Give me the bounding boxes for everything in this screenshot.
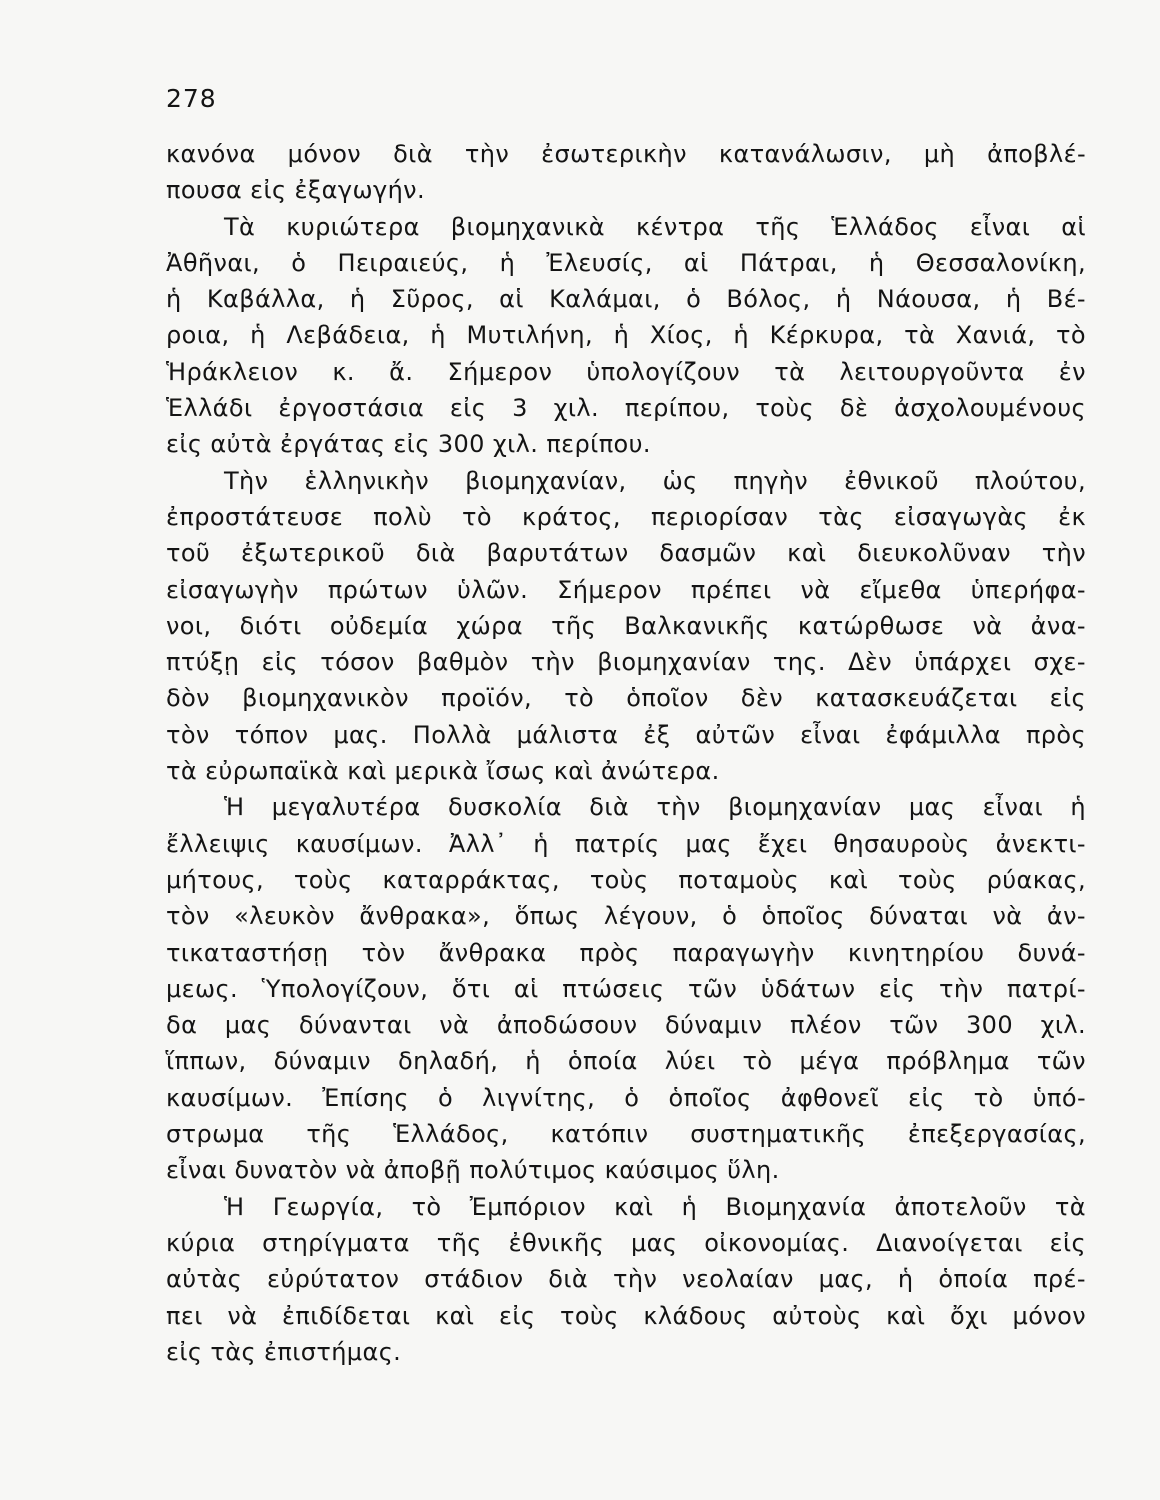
paragraph-start-line: Ἡ μεγαλυτέρα δυσκολία διὰ τὴν βιομηχανίαν μας εἶναι ἡ: [224, 793, 1086, 822]
text-line: τοῦ ἐξωτερικοῦ διὰ βαρυτάτων δασμῶν καὶ διευκολῦναν τὴν: [166, 539, 1086, 568]
text-line: Ἀθῆναι, ὁ Πειραιεύς, ἡ Ἐλευσίς, αἱ Πάτραι, ἡ Θεσσαλονίκη,: [166, 248, 1086, 277]
text-line: εἰσαγωγὴν πρώτων ὑλῶν. Σήμερον πρέπει νὰ εἴμεθα ὑπερήφα-: [166, 575, 1086, 604]
text-line: ροια, ἡ Λεβάδεια, ἡ Μυτιλήνη, ἡ Χίος, ἡ Κέρκυρα, τὰ Χανιά, τὸ: [166, 321, 1086, 350]
body-text: [166, 136, 1086, 1370]
text-line: μήτους, τοὺς καταρράκτας, τοὺς ποταμοὺς καὶ τοὺς ρύακας,: [166, 865, 1086, 894]
text-line: πτύξῃ εἰς τόσον βαθμὸν τὴν βιομηχανίαν της. Δὲν ὑπάρχει σχε-: [166, 648, 1086, 677]
text-line: Ἑλλάδι ἐργοστάσια εἰς 3 χιλ. περίπου, τοὺς δὲ ἀσχολουμένους: [166, 394, 1086, 423]
page-number: 278: [166, 84, 217, 113]
text-line: μεως. Ὑπολογίζουν, ὅτι αἱ πτώσεις τῶν ὑδάτων εἰς τὴν πατρί-: [166, 974, 1086, 1003]
text-line: Ἡράκλειον κ. ἄ. Σήμερον ὑπολογίζουν τὰ λειτουργοῦντα ἐν: [166, 357, 1086, 386]
text-line: πει νὰ ἐπιδίδεται καὶ εἰς τοὺς κλάδους αὐτοὺς καὶ ὄχι μόνον: [166, 1301, 1086, 1330]
text-line: εἰς αὐτὰ ἐργάτας εἰς 300 χιλ. περίπου.: [166, 430, 651, 459]
text-line: ἵππων, δύναμιν δηλαδή, ἡ ὁποία λύει τὸ μέγα πρόβλημα τῶν: [166, 1047, 1086, 1076]
text-line: εἰς τὰς ἐπιστήμας.: [166, 1337, 402, 1366]
text-line: τικαταστήσῃ τὸν ἄνθρακα πρὸς παραγωγὴν κινητηρίου δυνά-: [166, 938, 1086, 967]
text-line: ἐπροστάτευσε πολὺ τὸ κράτος, περιορίσαν τὰς εἰσαγωγὰς ἐκ: [166, 502, 1086, 531]
text-line: δα μας δύνανται νὰ ἀποδώσουν δύναμιν πλέον τῶν 300 χιλ.: [166, 1011, 1086, 1040]
text-line: εἶναι δυνατὸν νὰ ἀποβῇ πολύτιμος καύσιμος ὕλη.: [166, 1156, 780, 1185]
text-line: κύρια στηρίγματα τῆς ἐθνικῆς μας οἰκονομίας. Διανοίγεται εἰς: [166, 1228, 1086, 1257]
text-line: νοι, διότι οὐδεμία χώρα τῆς Βαλκανικῆς κατώρθωσε νὰ ἀνα-: [166, 611, 1086, 640]
text-line: τὰ εὐρωπαϊκὰ καὶ μερικὰ ἴσως καὶ ἀνώτερα.: [166, 757, 720, 786]
text-line: κανόνα μόνον διὰ τὴν ἐσωτερικὴν κατανάλωσιν, μὴ ἀποβλέ-: [166, 140, 1086, 168]
text-line: ἡ Καβάλλα, ἡ Σῦρος, αἱ Καλάμαι, ὁ Βόλος, ἡ Νάουσα, ἡ Βέ-: [166, 285, 1086, 314]
text-line: τὸν «λευκὸν ἄνθρακα», ὅπως λέγουν, ὁ ὁποῖος δύναται νὰ ἀν-: [166, 902, 1086, 931]
text-line: δὸν βιομηχανικὸν προϊόν, τὸ ὁποῖον δὲν κατασκευάζεται εἰς: [166, 684, 1086, 713]
paragraph-start-line: Τὴν ἑλληνικὴν βιομηχανίαν, ὡς πηγὴν ἐθνικοῦ πλούτου,: [224, 466, 1086, 495]
text-line: αὐτὰς εὐρύτατον στάδιον διὰ τὴν νεολαίαν μας, ἡ ὁποία πρέ-: [166, 1265, 1086, 1294]
text-line: καυσίμων. Ἐπίσης ὁ λιγνίτης, ὁ ὁποῖος ἀφθονεῖ εἰς τὸ ὑπό-: [166, 1083, 1086, 1112]
text-line: πουσα εἰς ἐξαγωγήν.: [166, 176, 426, 205]
text-line: ἔλλειψις καυσίμων. Ἀλλ᾽ ἡ πατρίς μας ἔχει θησαυροὺς ἀνεκτι-: [166, 829, 1086, 858]
paragraph-start-line: Ἡ Γεωργία, τὸ Ἐμπόριον καὶ ἡ Βιομηχανία ἀποτελοῦν τὰ: [224, 1192, 1086, 1221]
paragraph-start-line: Τὰ κυριώτερα βιομηχανικὰ κέντρα τῆς Ἑλλάδος εἶναι αἱ: [224, 212, 1086, 241]
text-line: τὸν τόπον μας. Πολλὰ μάλιστα ἐξ αὐτῶν εἶναι ἐφάμιλλα πρὸς: [166, 720, 1086, 749]
text-line: στρωμα τῆς Ἑλλάδος, κατόπιν συστηματικῆς ἐπεξεργασίας,: [166, 1120, 1086, 1149]
